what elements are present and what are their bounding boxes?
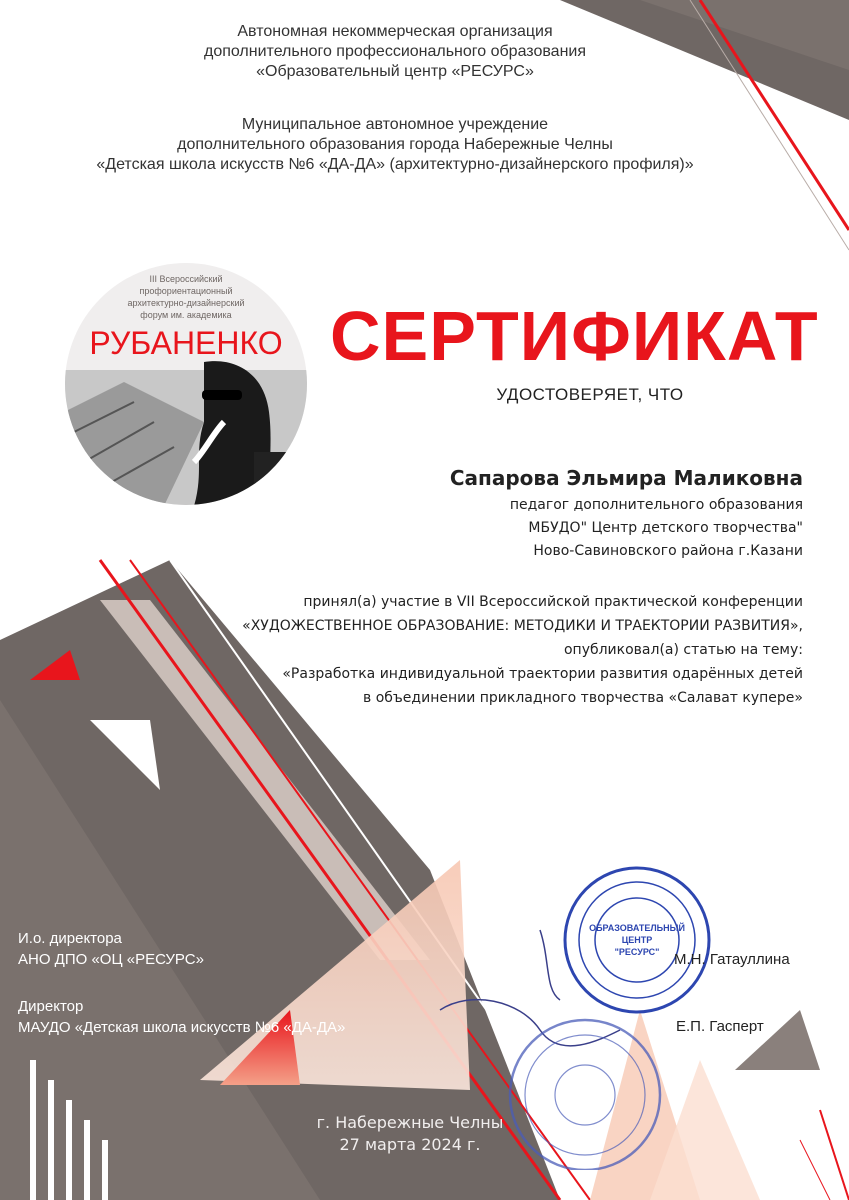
article-title-line2: в объединении прикладного творчества «Салават купере» xyxy=(363,690,803,706)
org-line: Муниципальное автономное учреждение xyxy=(241,116,549,133)
issue-place-date xyxy=(260,1112,560,1156)
stamp-text: ЦЕНТР xyxy=(621,935,653,945)
logo-brand: РУБАНЕНКО xyxy=(89,325,283,361)
organization-stamp xyxy=(562,865,712,1015)
signatory-organization: АНО ДПО «ОЦ «РЕСУРС» xyxy=(18,951,204,968)
recipient-name: Сапарова Эльмира Маликовна xyxy=(449,466,803,490)
signatory-organization: МАУДО «Детская школа искусств №6 «ДА-ДА» xyxy=(18,1019,346,1036)
signatory-title: Директор xyxy=(18,998,84,1015)
signatory-1-name: М.Н. Гатауллина xyxy=(674,951,790,968)
org-line: дополнительного профессионального образования xyxy=(203,43,587,60)
signatory-2-role xyxy=(18,996,345,1038)
conference-name: «ХУДОЖЕСТВЕННОЕ ОБРАЗОВАНИЕ: МЕТОДИКИ И ТРАЕКТОРИИ РАЗВИТИЯ», xyxy=(242,618,803,634)
certificate-title: СЕРТИФИКАТ xyxy=(330,297,819,375)
recipient-position: педагог дополнительного образования xyxy=(509,497,803,513)
org-line: «Образовательный центр «РЕСУРС» xyxy=(256,63,534,80)
recipient-district: Ново-Савиновского района г.Казани xyxy=(533,543,803,559)
signatory-title: И.о. директора xyxy=(18,930,122,947)
signatory-1-role xyxy=(18,928,204,970)
stamp-text: ОБРАЗОВАТЕЛЬНЫЙ xyxy=(589,923,685,933)
article-title-line1: «Разработка индивидуальной траектории развития одарённых детей xyxy=(282,666,803,682)
signatory-2-name: Е.П. Гасперт xyxy=(676,1018,764,1035)
participation-text: принял(а) участие в VII Всероссийской практической конференции xyxy=(303,594,803,610)
stamp-text: "РЕСУРС" xyxy=(614,947,660,957)
org-line: Автономная некоммерческая организация xyxy=(237,23,553,40)
org-line: дополнительного образования города Набережные Челны xyxy=(177,136,613,153)
issue-date: 27 марта 2024 г. xyxy=(339,1135,481,1154)
certifies-text: УДОСТОВЕРЯЕТ, ЧТО xyxy=(496,385,684,404)
forum-logo xyxy=(64,262,308,506)
org-header-resource xyxy=(0,22,790,82)
logo-caption: архитектурно-дизайнерский xyxy=(127,298,245,308)
org-line: «Детская школа искусств №6 «ДА-ДА» (архитектурно-дизайнерского профиля)» xyxy=(96,156,694,173)
published-text: опубликовал(а) статью на тему: xyxy=(563,642,803,658)
logo-caption: профориентационный xyxy=(139,286,233,296)
issue-city: г. Набережные Челны xyxy=(316,1113,504,1132)
org-header-school xyxy=(0,115,790,175)
recipient-organization: МБУДО" Центр детского творчества" xyxy=(528,520,803,536)
logo-caption: III Всероссийский xyxy=(149,274,223,284)
logo-caption: форум им. академика xyxy=(140,310,232,320)
